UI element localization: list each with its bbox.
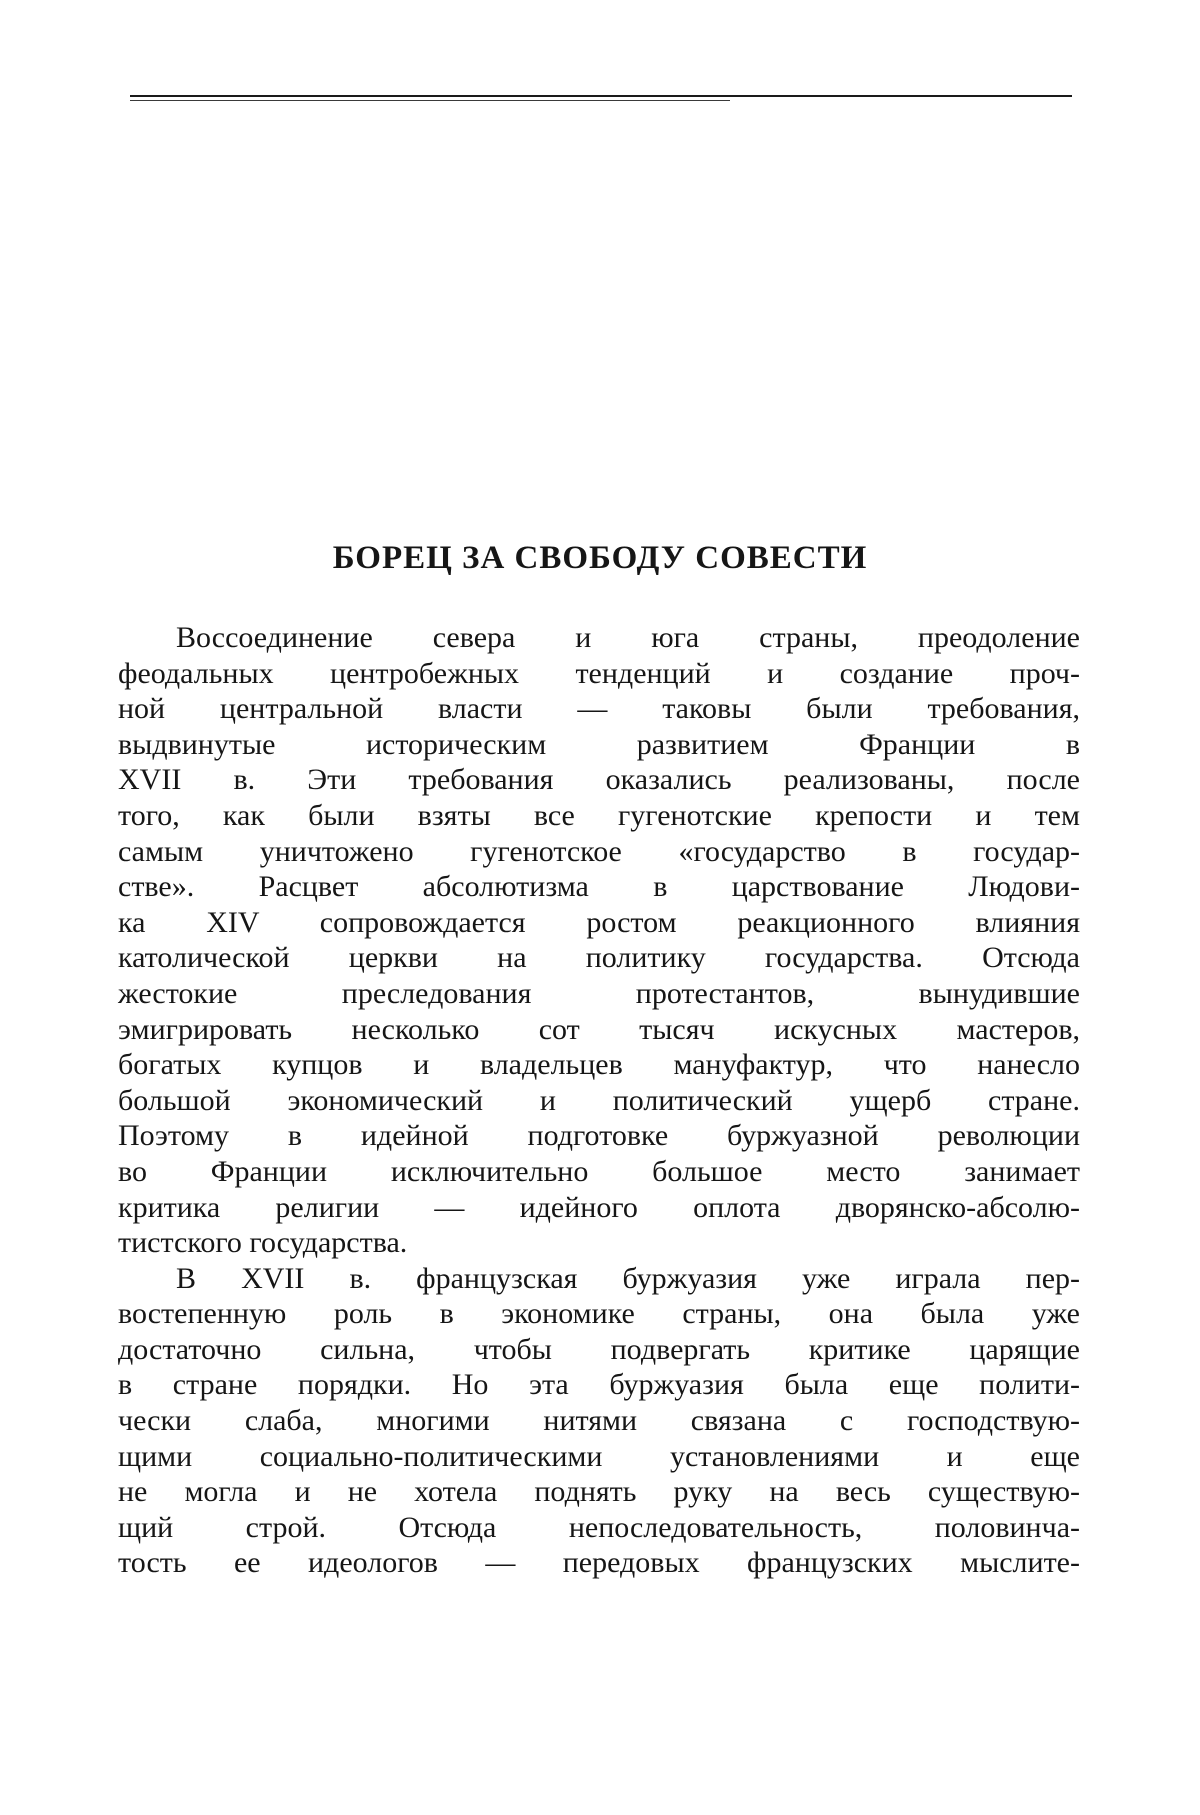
- paragraph-2: [118, 1261, 1080, 1581]
- text-line: Поэтому в идейной подготовке буржуазной революции: [118, 1119, 1080, 1153]
- text-line: феодальных центробежных тенденций и создание проч-: [118, 656, 1080, 690]
- text-line: щими социально-политическими установлениями и еще: [118, 1439, 1080, 1473]
- text-line: эмигрировать несколько сот тысяч искусных мастеров,: [118, 1012, 1080, 1046]
- text-line: большой экономический и политический ущерб стране.: [118, 1083, 1080, 1117]
- text-line: критика религии — идейного оплота дворянско-абсолю-: [118, 1190, 1080, 1224]
- text-line: XVII в. Эти требования оказались реализованы, после: [118, 763, 1080, 797]
- text-line: достаточно сильна, чтобы подвергать критике царящие: [118, 1332, 1080, 1366]
- text-line: чески слаба, многими нитями связана с господствую-: [118, 1404, 1080, 1438]
- text-line: В XVII в. французская буржуазия уже играла пер-: [176, 1261, 1080, 1295]
- text-line: ка XIV сопровождается ростом реакционного влияния: [118, 905, 1080, 939]
- paragraph-1: [118, 620, 1080, 1261]
- text-line: жестокие преследования протестантов, вынудившие: [118, 976, 1080, 1010]
- text-line: в стране порядки. Но эта буржуазия была еще полити-: [118, 1368, 1080, 1402]
- text-line: ной центральной власти — таковы были требования,: [118, 692, 1080, 726]
- text-line: тость ее идеологов — передовых французских мыслите-: [118, 1546, 1080, 1580]
- text-line: стве». Расцвет абсолютизма в царствование Людови-: [118, 870, 1080, 904]
- text-line: востепенную роль в экономике страны, она была уже: [118, 1297, 1080, 1331]
- text-line: Воссоединение севера и юга страны, преодоление: [176, 621, 1080, 654]
- text-line: щий строй. Отсюда непоследовательность, половинча-: [118, 1510, 1080, 1544]
- header-rule: [130, 95, 1072, 97]
- text-line: самым уничтожено гугенотское «государство в государ-: [118, 834, 1080, 868]
- text-line: того, как были взяты все гугенотские крепости и тем: [118, 798, 1080, 832]
- text-line: во Франции исключительно большое место занимает: [118, 1154, 1080, 1188]
- body-text: [118, 620, 1080, 1581]
- header-rule-fine: [130, 100, 730, 101]
- text-line: не могла и не хотела поднять руку на весь существую-: [118, 1475, 1080, 1509]
- text-line: выдвинутые историческим развитием Франции в: [118, 727, 1080, 761]
- text-line: богатых купцов и владельцев мануфактур, что нанесло: [118, 1048, 1080, 1082]
- text-line: католической церкви на политику государства. Отсюда: [118, 941, 1080, 975]
- chapter-title: БОРЕЦ ЗА СВОБОДУ СОВЕСТИ: [332, 540, 868, 576]
- text-line: тистского государства.: [118, 1226, 408, 1260]
